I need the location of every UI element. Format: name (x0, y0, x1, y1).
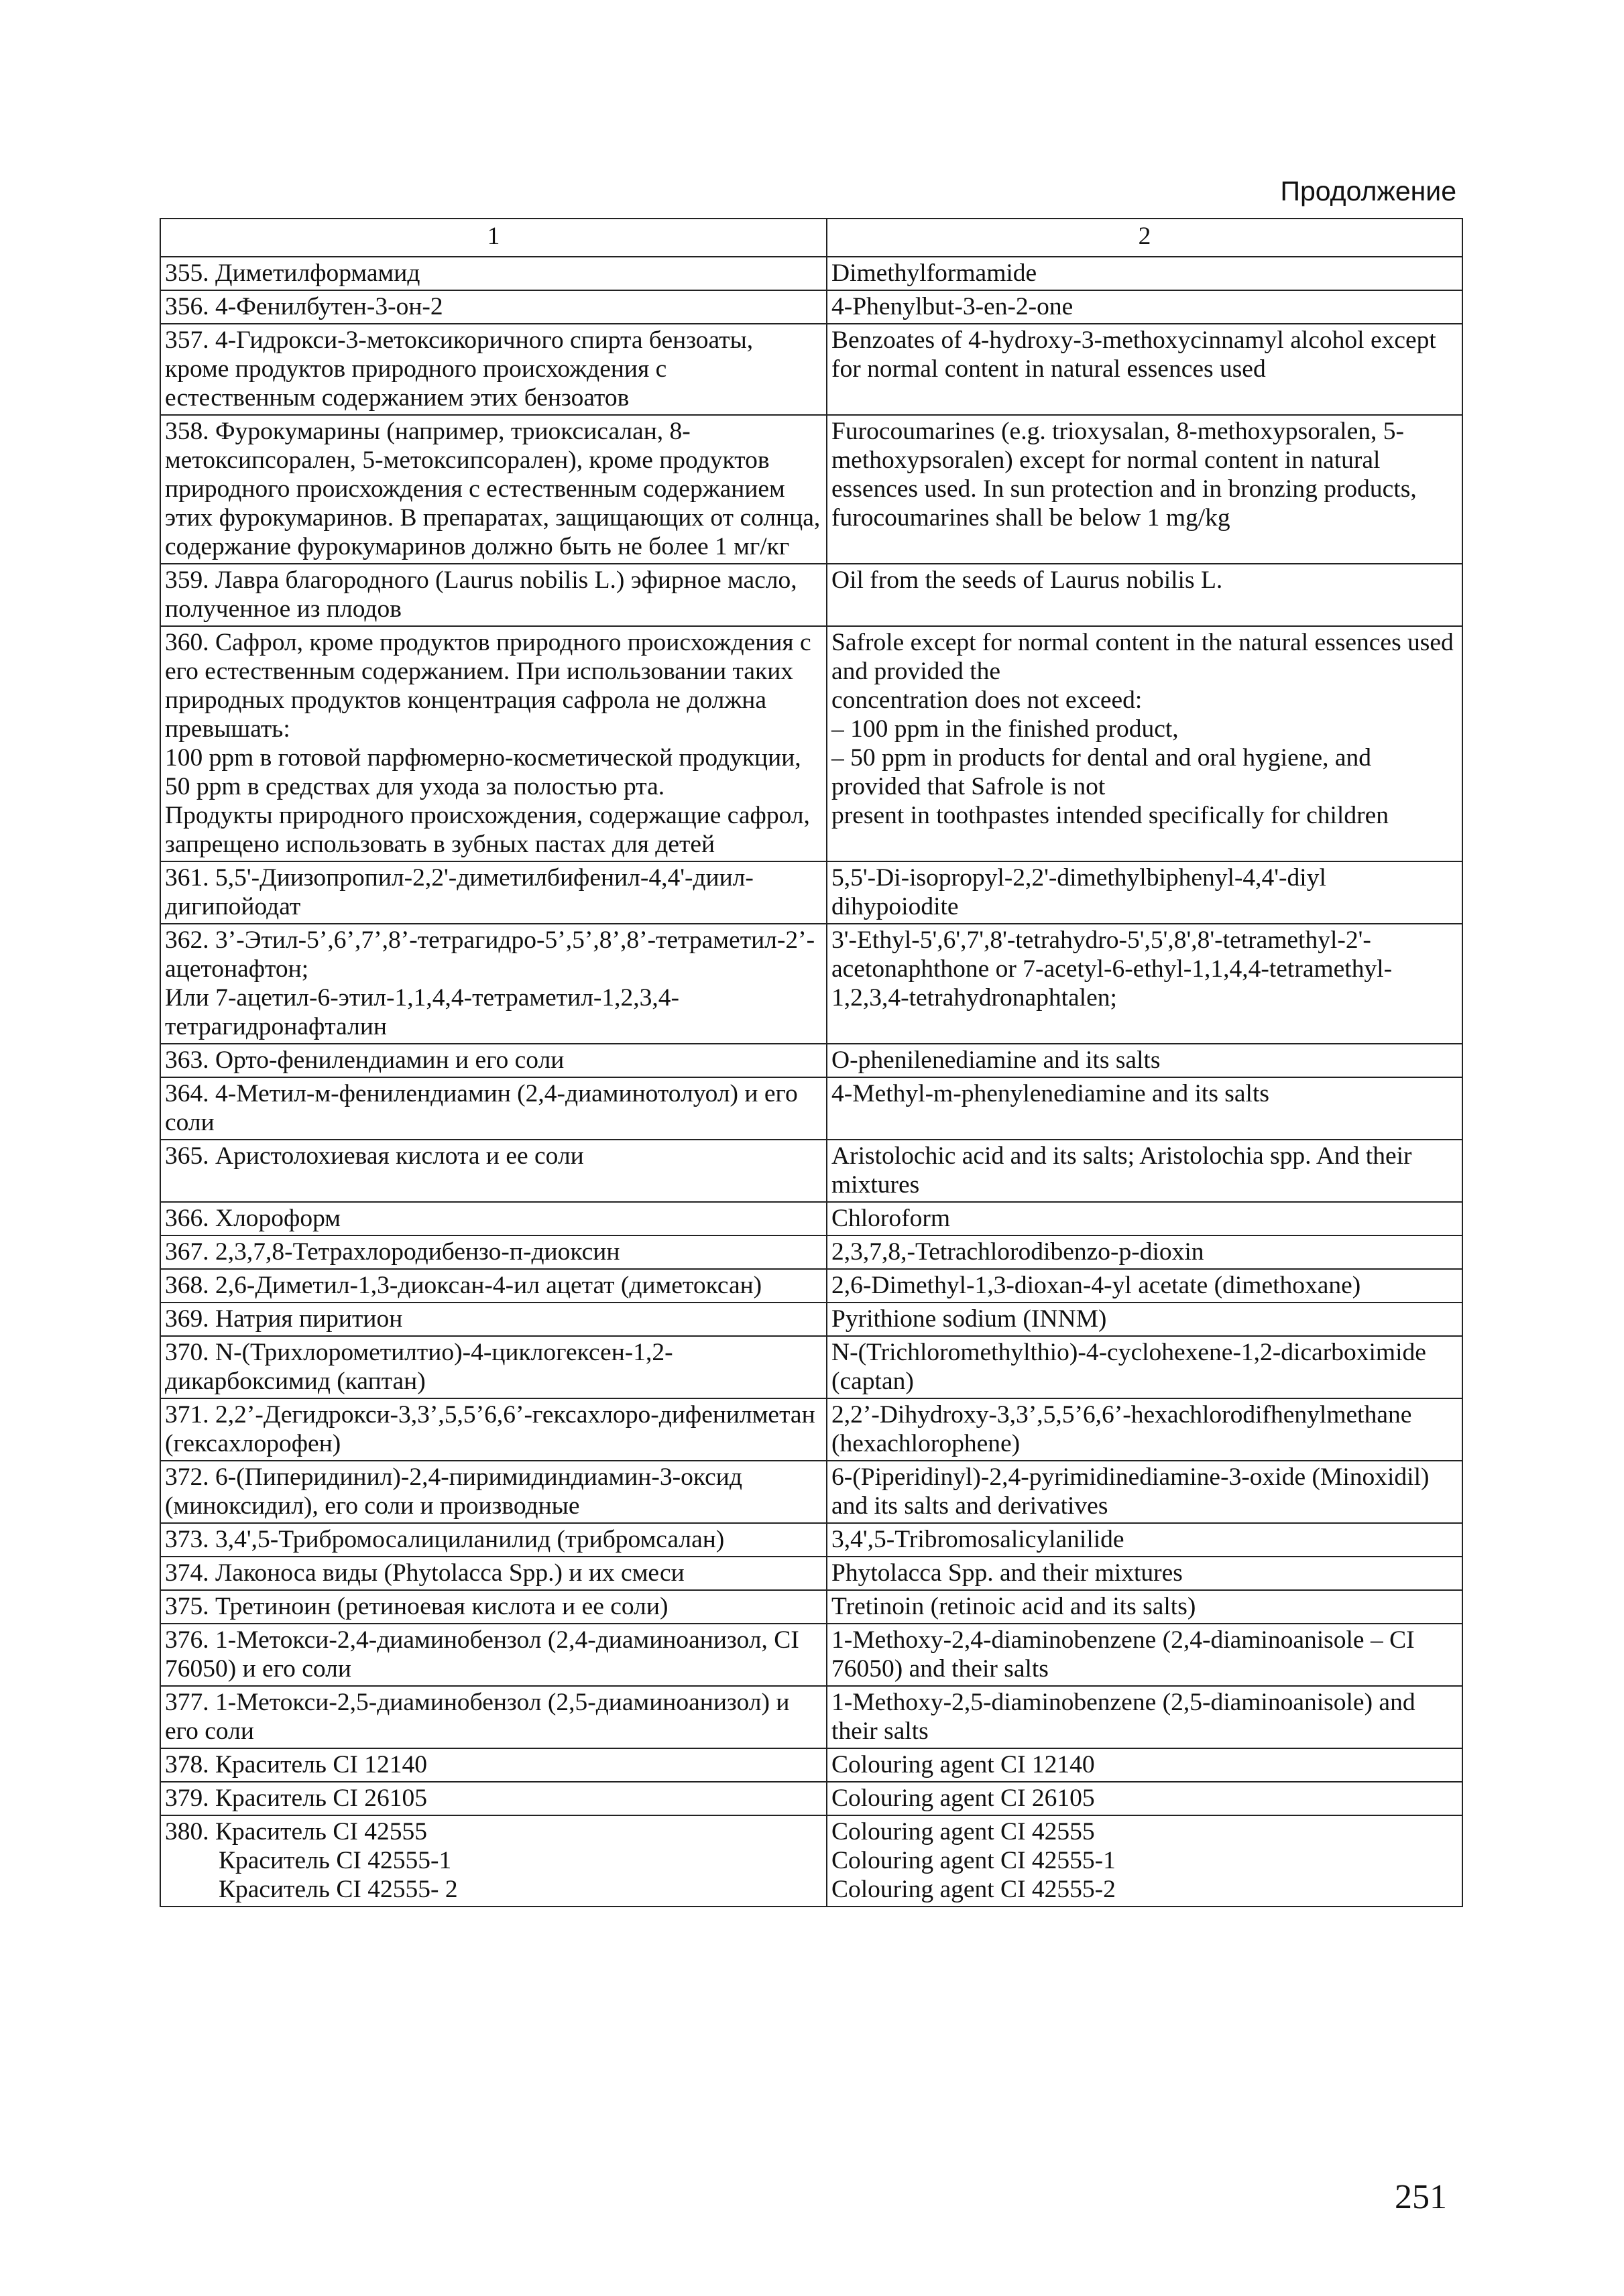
english-name-cell (827, 1686, 1462, 1748)
cell-text: 372. 6-(Пиперидинил)-2,4-пиримидиндиамин-3-оксид (миноксидил), его соли и производные (165, 1463, 742, 1520)
table-row (160, 1235, 1462, 1269)
table-row (160, 1557, 1462, 1590)
cell-text: 1-Methoxy-2,4-diaminobenzene (2,4-diaminoanisole – CI 76050) and their salts (831, 1626, 1415, 1683)
table-row (160, 1590, 1462, 1624)
cell-text: 365. Аристолохиевая кислота и ее соли (165, 1142, 584, 1170)
table-row (160, 1624, 1462, 1686)
cell-text: Colouring agent CI 42555-2 (831, 1876, 1116, 1903)
russian-name-cell (160, 1303, 827, 1336)
table-row (160, 564, 1462, 626)
cell-text: Dimethylformamide (831, 259, 1037, 287)
cell-text: Продукты природного происхождения, содержащие сафрол, запрещено использовать в зубных пастах для детей (165, 802, 810, 858)
russian-name-cell (160, 1815, 827, 1907)
cell-text: 380. Краситель CI 42555 (165, 1818, 427, 1846)
russian-name-cell (160, 257, 827, 290)
cell-text: O-phenilenediamine and its salts (831, 1046, 1161, 1074)
cell-text: Или 7-ацетил-6-этил-1,1,4,4-тетраметил-1,2,3,4-тетрагидронафталин (165, 984, 680, 1040)
cell-text: present in toothpastes intended specifically for children (831, 802, 1389, 829)
english-name-cell (827, 1557, 1462, 1590)
russian-name-cell (160, 1202, 827, 1235)
cell-text: 1-Methoxy-2,5-diaminobenzene (2,5-diaminoanisole) and their salts (831, 1689, 1415, 1745)
cell-text: Oil from the seeds of Laurus nobilis L. (831, 566, 1223, 594)
russian-name-cell (160, 1557, 827, 1590)
cell-text: 356. 4-Фенилбутен-3-он-2 (165, 293, 443, 320)
cell-text: 362. 3’-Этил-5’,6’,7’,8’-тетрагидро-5’,5’,8’,8’-тетраметил-2’-ацетонафтон; (165, 926, 815, 983)
russian-name-cell (160, 1077, 827, 1140)
table-row (160, 1044, 1462, 1077)
column-header-2: 2 (827, 219, 1462, 257)
cell-text: 5,5'-Di-isopropyl-2,2'-dimethylbiphenyl-4,4'-diyl dihypoiodite (831, 864, 1326, 920)
english-name-cell (827, 1269, 1462, 1303)
russian-name-cell (160, 1398, 827, 1461)
english-name-cell (827, 324, 1462, 415)
cell-text: – 50 ppm in products for dental and oral hygiene, and provided that Safrole is not (831, 744, 1372, 800)
cell-text: 6-(Piperidinyl)-2,4-pyrimidinediamine-3-oxide (Minoxidil) and its salts and derivatives (831, 1463, 1430, 1520)
table-row (160, 924, 1462, 1044)
russian-name-cell (160, 1235, 827, 1269)
table-row (160, 324, 1462, 415)
english-name-cell (827, 1624, 1462, 1686)
english-name-cell (827, 1398, 1462, 1461)
cell-text: 3,4',5-Tribromosalicylanilide (831, 1526, 1124, 1553)
cell-text: Aristolochic acid and its salts; Aristolochia spp. And their mixtures (831, 1142, 1412, 1199)
table-row (160, 1336, 1462, 1398)
cell-text: 358. Фурокумарины (например, триоксисалан, 8-метоксипсорален, 5-метоксипсорален), кроме продуктов природного происхождения с естественным содержанием этих фурокумаринов. В препаратах, защищающих от солнца, содержание фурокумаринов должно быть не более 1 мг/кг (165, 418, 821, 560)
russian-name-cell (160, 1269, 827, 1303)
russian-name-cell (160, 324, 827, 415)
cell-text: 371. 2,2’-Дегидрокси-3,3’,5,5’6,6’-гексахлоро-дифенилметан (гексахлорофен) (165, 1401, 815, 1457)
russian-name-cell (160, 1140, 827, 1202)
cell-text: 360. Сафрол, кроме продуктов природного происхождения с его естественным содержанием. При использовании таких природных продуктов концентрация сафрола не должна превышать: (165, 629, 811, 743)
cell-text: Safrole except for normal content in the natural essences used and provided the (831, 629, 1454, 685)
english-name-cell (827, 1782, 1462, 1815)
table-row (160, 1140, 1462, 1202)
table-row (160, 1815, 1462, 1907)
cell-text: 355. Диметилформамид (165, 259, 420, 287)
table-row (160, 1461, 1462, 1523)
cell-text: 4-Methyl-m-phenylenediamine and its salts (831, 1080, 1269, 1107)
cell-text: Colouring agent CI 42555-1 (831, 1847, 1116, 1874)
russian-name-cell (160, 1044, 827, 1077)
english-name-cell (827, 861, 1462, 924)
cell-text: 100 ppm в готовой парфюмерно-косметической продукции, 50 ppm в средствах для ухода за полостью рта. (165, 744, 801, 800)
table-row (160, 626, 1462, 861)
continuation-label: Продолжение (1280, 176, 1456, 206)
russian-name-cell (160, 1748, 827, 1782)
english-name-cell (827, 1077, 1462, 1140)
cell-text: 377. 1-Метокси-2,5-диаминобензол (2,5-диаминоанизол) и его соли (165, 1689, 790, 1745)
english-name-cell (827, 1202, 1462, 1235)
table-row (160, 1202, 1462, 1235)
english-name-cell (827, 564, 1462, 626)
russian-name-cell (160, 290, 827, 324)
cell-text: 379. Краситель CI 26105 (165, 1785, 427, 1812)
cell-text: 376. 1-Метокси-2,4-диаминобензол (2,4-диаминоанизол, CI 76050) и его соли (165, 1626, 799, 1683)
russian-name-cell (160, 1336, 827, 1398)
russian-name-cell (160, 626, 827, 861)
substances-table (160, 218, 1463, 1907)
russian-name-cell (160, 1523, 827, 1557)
cell-text: N-(Trichloromethylthio)-4-cyclohexene-1,2-dicarboximide (captan) (831, 1339, 1426, 1395)
russian-name-cell (160, 1461, 827, 1523)
english-name-cell (827, 924, 1462, 1044)
table-header-row (160, 219, 1462, 257)
table-row (160, 1782, 1462, 1815)
cell-text: 4-Phenylbut-3-en-2-one (831, 293, 1074, 320)
page-number: 251 (1395, 2178, 1447, 2216)
english-name-cell (827, 1303, 1462, 1336)
english-name-cell (827, 1140, 1462, 1202)
cell-text: 369. Натрия пиритион (165, 1305, 403, 1333)
russian-name-cell (160, 415, 827, 564)
english-name-cell (827, 1235, 1462, 1269)
cell-text: 368. 2,6-Диметил-1,3-диоксан-4-ил ацетат (диметоксан) (165, 1272, 762, 1299)
cell-text: 363. Орто-фенилендиамин и его соли (165, 1046, 565, 1074)
cell-text: 364. 4-Метил-м-фенилендиамин (2,4-диаминотолуол) и его соли (165, 1080, 798, 1136)
cell-text: 366. Хлороформ (165, 1205, 341, 1232)
cell-text: 2,2’-Dihydroxy-3,3’,5,5’6,6’-hexachlorodifhenylmethane (hexachlorophene) (831, 1401, 1412, 1457)
english-name-cell (827, 290, 1462, 324)
russian-name-cell (160, 1686, 827, 1748)
cell-text: Furocoumarines (e.g. trioxysalan, 8-methoxypsoralen, 5-methoxypsoralen) except for normal content in natural essences used. In sun protection and in bronzing products, furocoumarines shall be below 1 mg/kg (831, 418, 1417, 532)
english-name-cell (827, 1336, 1462, 1398)
cell-text: Benzoates of 4-hydroxy-3-methoxycinnamyl alcohol except for normal content in natural essences used (831, 326, 1436, 383)
english-name-cell (827, 626, 1462, 861)
table-row (160, 1523, 1462, 1557)
cell-text: 370. N-(Трихлорометилтио)-4-циклогексен-1,2-дикарбоксимид (каптан) (165, 1339, 673, 1395)
cell-text: Phytolacca Spp. and their mixtures (831, 1559, 1183, 1587)
russian-name-cell (160, 861, 827, 924)
cell-text: 378. Краситель CI 12140 (165, 1751, 427, 1778)
cell-text: Tretinoin (retinoic acid and its salts) (831, 1593, 1196, 1620)
cell-text: 359. Лавра благородного (Laurus nobilis L.) эфирное масло, полученное из плодов (165, 566, 797, 623)
table-row (160, 1686, 1462, 1748)
cell-text: 2,3,7,8,-Tetrachlorodibenzo-p-dioxin (831, 1238, 1204, 1266)
column-header-1: 1 (160, 219, 827, 257)
english-name-cell (827, 1461, 1462, 1523)
cell-text: concentration does not exceed: (831, 686, 1143, 714)
cell-text: 375. Третиноин (ретиноевая кислота и ее соли) (165, 1593, 669, 1620)
cell-text: Краситель CI 42555- 2 (219, 1876, 458, 1903)
table-row (160, 1269, 1462, 1303)
russian-name-cell (160, 564, 827, 626)
table-row (160, 290, 1462, 324)
cell-text: Краситель CI 42555-1 (219, 1847, 452, 1874)
russian-name-cell (160, 1624, 827, 1686)
cell-text: Colouring agent CI 42555 (831, 1818, 1095, 1846)
table-row (160, 1077, 1462, 1140)
english-name-cell (827, 1815, 1462, 1907)
cell-text: – 100 ppm in the finished product, (831, 715, 1179, 743)
russian-name-cell (160, 924, 827, 1044)
table-row (160, 861, 1462, 924)
cell-text: Colouring agent CI 12140 (831, 1751, 1095, 1778)
cell-text: 367. 2,3,7,8-Тетрахлородибензо-п-диоксин (165, 1238, 620, 1266)
cell-text: Pyrithione sodium (INNM) (831, 1305, 1107, 1333)
russian-name-cell (160, 1782, 827, 1815)
english-name-cell (827, 1590, 1462, 1624)
cell-text: 373. 3,4',5-Трибромосалициланилид (трибромсалан) (165, 1526, 725, 1553)
cell-text: Colouring agent CI 26105 (831, 1785, 1095, 1812)
cell-text: 3'-Ethyl-5',6',7',8'-tetrahydro-5',5',8',8'-tetramethyl-2'-acetonaphthone or 7-acetyl-6-ethyl-1,1,4,4-tetramethyl-1,2,3,4-tetrahydronaphtalen; (831, 926, 1393, 1012)
cell-text: 374. Лаконоса виды (Phytolacca Spp.) и их смеси (165, 1559, 685, 1587)
russian-name-cell (160, 1590, 827, 1624)
table-row (160, 1398, 1462, 1461)
cell-text: 2,6-Dimethyl-1,3-dioxan-4-yl acetate (dimethoxane) (831, 1272, 1361, 1299)
table-row (160, 1303, 1462, 1336)
cell-text: 361. 5,5'-Диизопропил-2,2'-диметилбифенил-4,4'-диил-дигипойодат (165, 864, 754, 920)
english-name-cell (827, 1748, 1462, 1782)
table-row (160, 415, 1462, 564)
table-row (160, 1748, 1462, 1782)
cell-text: 357. 4-Гидрокси-3-метоксикоричного спирта бензоаты, кроме продуктов природного происхождения с естественным содержанием этих бензоатов (165, 326, 754, 412)
table-row (160, 257, 1462, 290)
english-name-cell (827, 1044, 1462, 1077)
english-name-cell (827, 257, 1462, 290)
cell-text: Chloroform (831, 1205, 951, 1232)
english-name-cell (827, 415, 1462, 564)
english-name-cell (827, 1523, 1462, 1557)
